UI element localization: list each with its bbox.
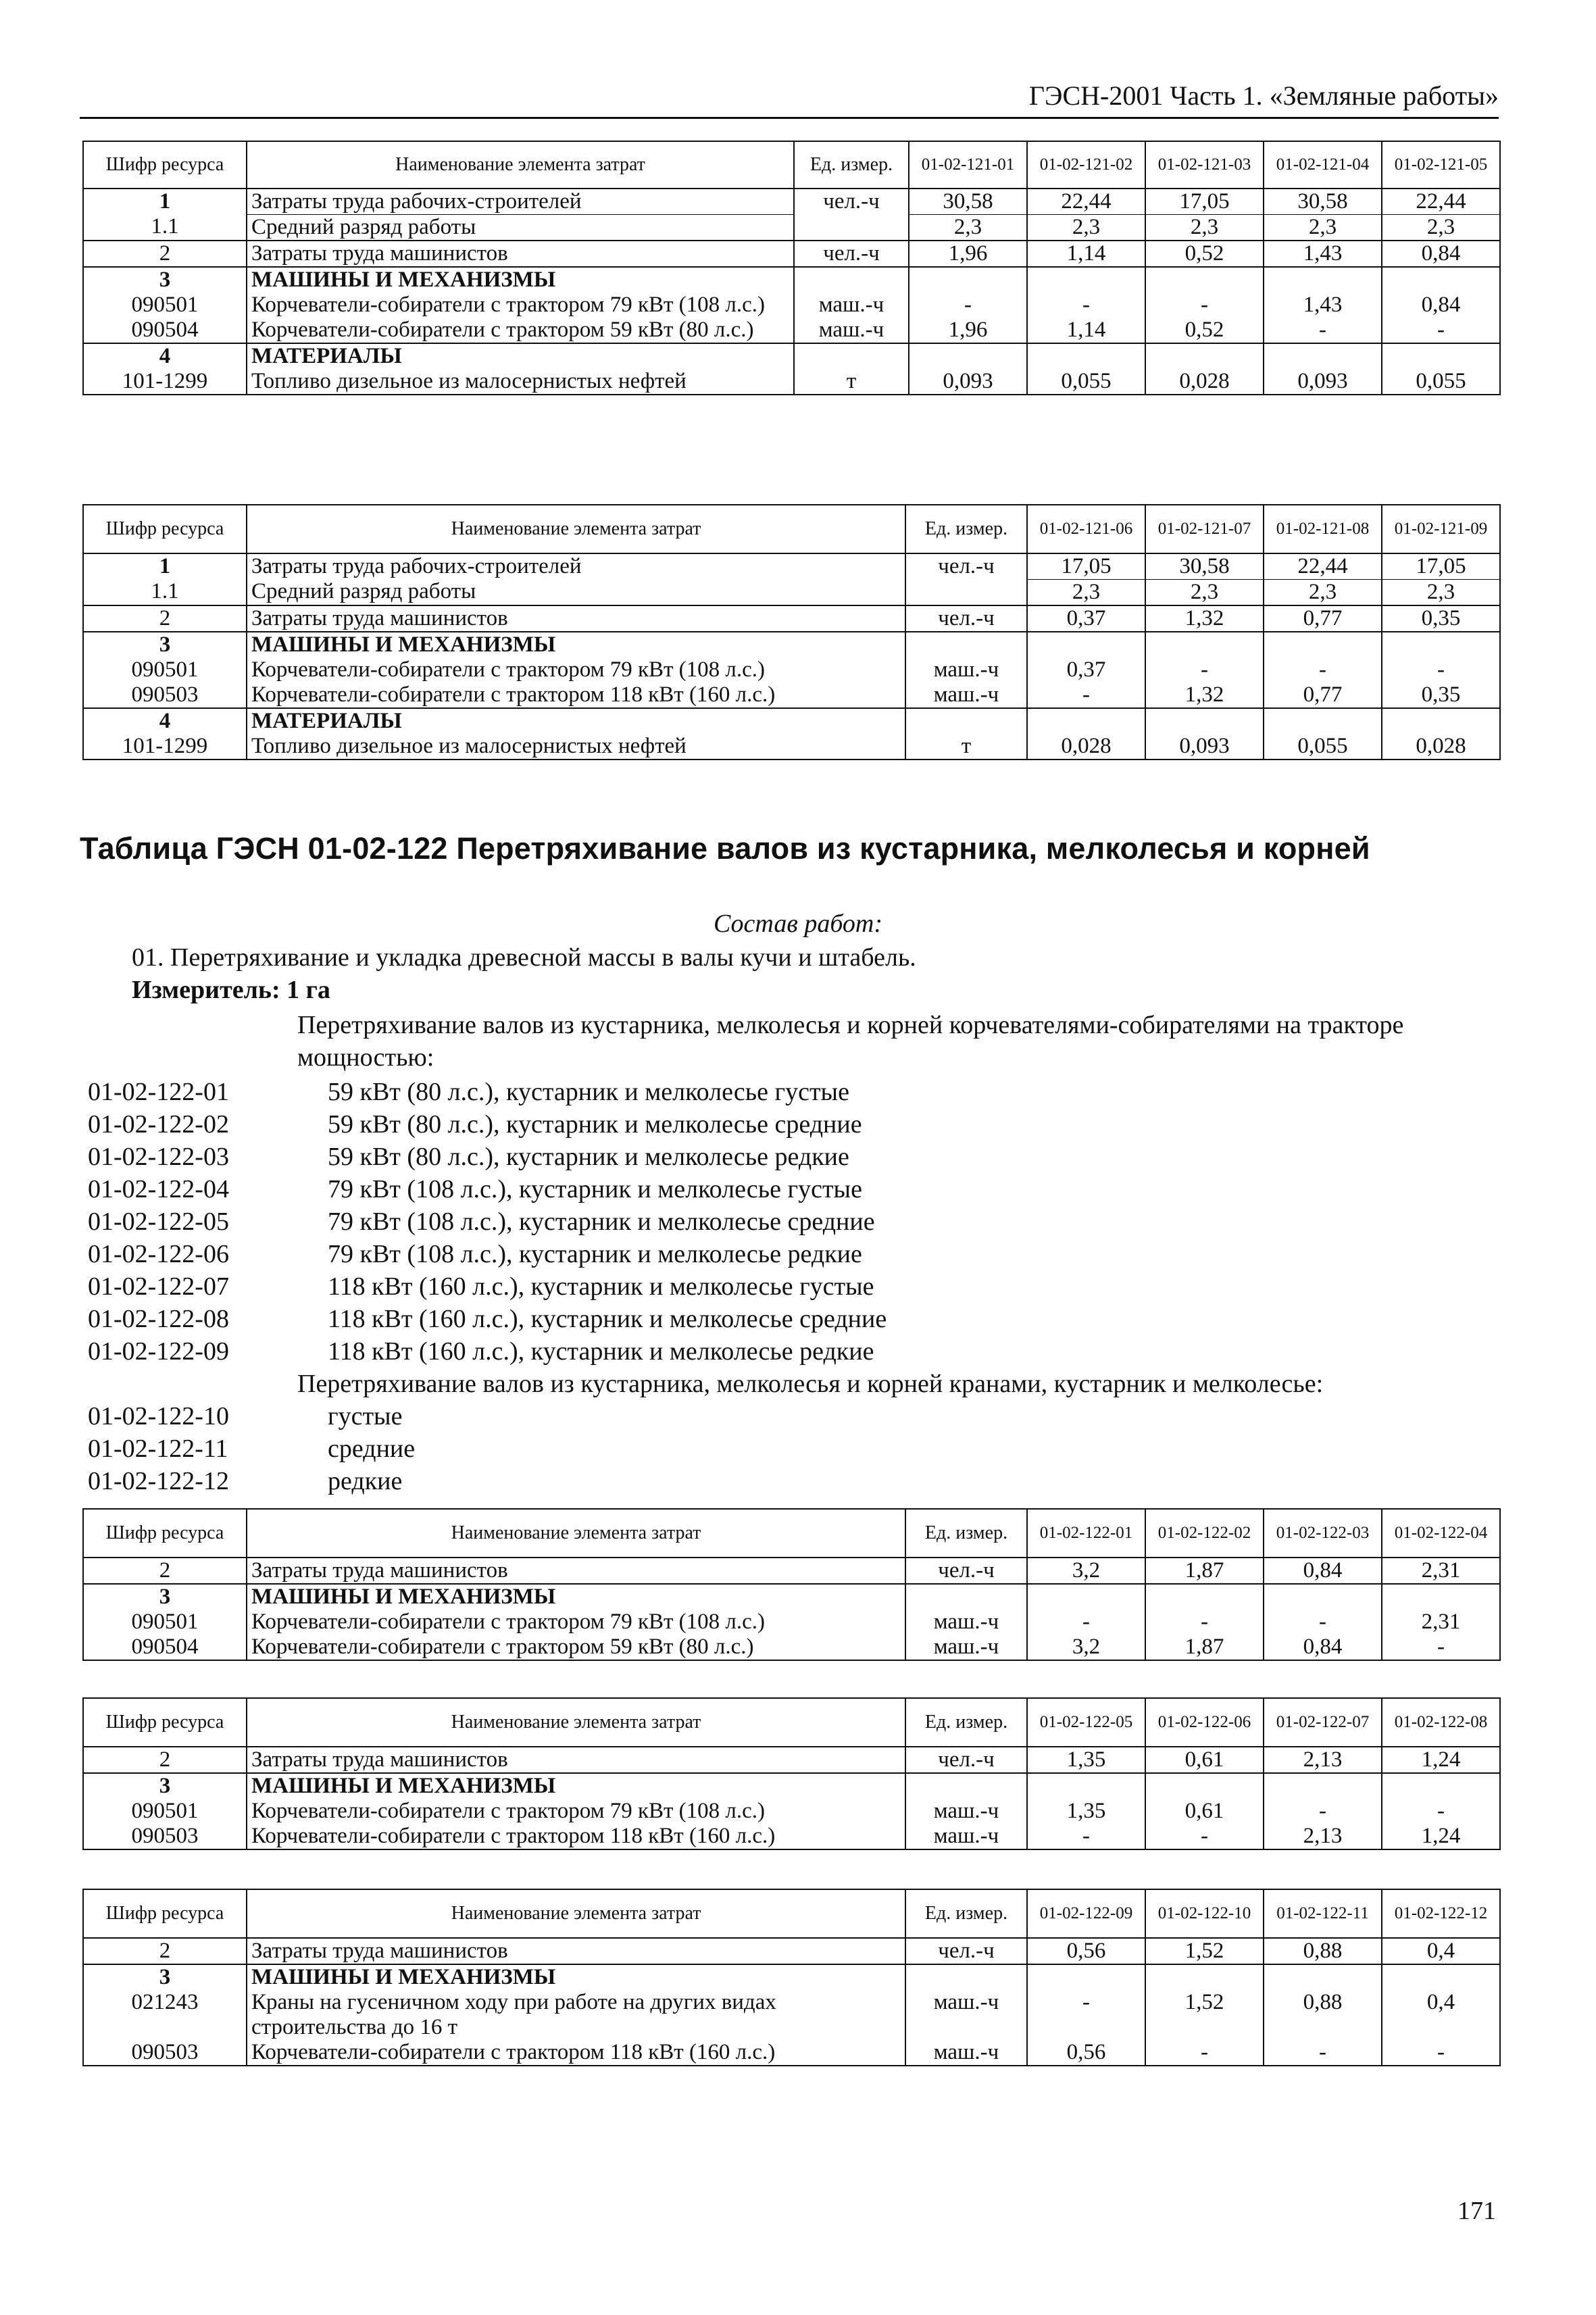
list-item	[88, 1173, 887, 1205]
resource-code: 4	[83, 708, 247, 734]
norm-value: 0,77	[1264, 605, 1382, 632]
norm-value: 0,88	[1264, 1990, 1382, 2040]
table-row	[83, 553, 1500, 579]
resource-code: 4	[83, 343, 247, 369]
resource-name: Краны на гусеничном ходу при работе на других видах строительства до 16 т	[247, 1990, 905, 2040]
norm-value: -	[1264, 318, 1382, 343]
resource-unit: маш.-ч	[794, 293, 909, 318]
col-norm-header: 01-02-121-08	[1264, 505, 1382, 553]
table-row	[83, 318, 1500, 343]
resource-code: 2	[83, 1558, 247, 1584]
norm-value: 1,96	[909, 318, 1027, 343]
norm-value: 0,055	[1382, 369, 1500, 395]
table-row	[83, 1990, 1500, 2040]
col-name-header: Наименование элемента затрат	[247, 1509, 905, 1558]
resource-unit: чел.-ч	[794, 241, 909, 267]
norm-value: 0,88	[1264, 1938, 1382, 1964]
list-item	[88, 1270, 887, 1303]
norm-code: 01-02-122-02	[88, 1110, 229, 1139]
resource-name: Затраты труда машинистов	[247, 241, 794, 267]
col-norm-header: 01-02-121-06	[1027, 505, 1145, 553]
norm-value: 1,32	[1145, 605, 1264, 632]
col-name-header: Наименование элемента затрат	[247, 141, 794, 189]
resource-name: Корчеватели-собиратели с трактором 118 кВт (160 л.с.)	[247, 1824, 905, 1849]
norm-list	[88, 1400, 415, 1497]
norm-value: -	[1027, 1610, 1145, 1635]
norm-description: редкие	[328, 1467, 403, 1495]
table-row	[83, 369, 1500, 395]
norm-value: -	[1382, 1799, 1500, 1824]
list-item	[88, 1433, 415, 1465]
norm-value: 0,028	[1145, 369, 1264, 395]
table-row	[83, 708, 1500, 734]
resource-name: Затраты труда машинистов	[247, 1558, 905, 1584]
table-row	[83, 1938, 1500, 1964]
resource-code: 090501	[83, 293, 247, 318]
norm-value: 2,31	[1382, 1558, 1500, 1584]
norm-value: 0,84	[1382, 293, 1500, 318]
col-cipher-header: Шифр ресурса	[83, 1509, 247, 1558]
resource-unit	[794, 214, 909, 240]
table-row	[83, 657, 1500, 682]
norm-code: 01-02-122-04	[88, 1175, 229, 1203]
norm-value: 1,96	[909, 241, 1027, 267]
page-number: 171	[1457, 2197, 1496, 2225]
resource-code: 1.1	[83, 579, 247, 605]
section-title: Таблица ГЭСН 01-02-122 Перетряхивание валов из кустарника, мелколесья и корней	[80, 831, 1370, 866]
table-row	[83, 1773, 1500, 1799]
resource-code: 1	[83, 553, 247, 579]
norm-value: 0,028	[1027, 734, 1145, 760]
norm-value: 2,3	[1145, 214, 1264, 240]
resource-name: Корчеватели-собиратели с трактором 59 кВт (80 л.с.)	[247, 1635, 905, 1660]
norm-value: 3,2	[1027, 1558, 1145, 1584]
col-norm-header: 01-02-122-12	[1382, 1889, 1500, 1938]
norm-value: 30,58	[1264, 189, 1382, 214]
norm-value: 0,093	[1145, 734, 1264, 760]
resource-table-121-01-05	[82, 141, 1501, 395]
norm-value: 22,44	[1027, 189, 1145, 214]
resource-unit: чел.-ч	[905, 605, 1027, 632]
norm-value: 2,3	[1264, 579, 1382, 605]
table-row	[83, 1584, 1500, 1610]
norm-value: 0,35	[1382, 682, 1500, 708]
section-heading: МАШИНЫ И МЕХАНИЗМЫ	[247, 267, 794, 293]
resource-name: Корчеватели-собиратели с трактором 118 кВт (160 л.с.)	[247, 682, 905, 708]
col-unit-header: Ед. измер.	[905, 1698, 1027, 1747]
norm-value: 2,3	[909, 214, 1027, 240]
resource-code: 090501	[83, 1610, 247, 1635]
norm-description: густые	[328, 1402, 403, 1430]
norm-value: 1,14	[1027, 318, 1145, 343]
section-heading: МАШИНЫ И МЕХАНИЗМЫ	[247, 1584, 905, 1610]
resource-name: Средний разряд работы	[247, 579, 905, 605]
norm-value: 0,093	[909, 369, 1027, 395]
resource-unit: маш.-ч	[905, 682, 1027, 708]
col-norm-header: 01-02-122-08	[1382, 1698, 1500, 1747]
resource-unit: чел.-ч	[905, 1938, 1027, 1964]
norm-value: -	[1145, 657, 1264, 682]
resource-unit: чел.-ч	[794, 189, 909, 214]
col-unit-header: Ед. измер.	[905, 1889, 1027, 1938]
norm-value: 0,84	[1264, 1558, 1382, 1584]
resource-name: Топливо дизельное из малосернистых нефтей	[247, 369, 794, 395]
table-row	[83, 241, 1500, 267]
table-row	[83, 734, 1500, 760]
norm-group-intro: Перетряхивание валов из кустарника, мелколесья и корней кранами, кустарник и мелколесье:	[297, 1370, 1324, 1398]
norm-code: 01-02-122-07	[88, 1272, 229, 1301]
col-norm-header: 01-02-121-03	[1145, 141, 1264, 189]
norm-value: 0,35	[1382, 605, 1500, 632]
resource-name: Затраты труда машинистов	[247, 1747, 905, 1773]
col-norm-header: 01-02-122-04	[1382, 1509, 1500, 1558]
resource-name: Затраты труда рабочих-строителей	[247, 189, 794, 214]
norm-value: 2,3	[1145, 579, 1264, 605]
col-name-header: Наименование элемента затрат	[247, 1698, 905, 1747]
resource-code: 2	[83, 241, 247, 267]
resource-code: 3	[83, 267, 247, 293]
norm-value: -	[1145, 2040, 1264, 2066]
resource-code: 090501	[83, 657, 247, 682]
resource-name: Корчеватели-собиратели с трактором 79 кВт (108 л.с.)	[247, 657, 905, 682]
resource-code: 101-1299	[83, 369, 247, 395]
col-cipher-header: Шифр ресурса	[83, 141, 247, 189]
resource-unit: маш.-ч	[905, 1610, 1027, 1635]
resource-code: 2	[83, 1938, 247, 1964]
section-heading: МАТЕРИАЛЫ	[247, 708, 905, 734]
table-row	[83, 267, 1500, 293]
col-norm-header: 01-02-122-09	[1027, 1889, 1145, 1938]
resource-name: Затраты труда рабочих-строителей	[247, 553, 905, 579]
norm-code: 01-02-122-09	[88, 1337, 229, 1366]
norm-value: -	[1145, 293, 1264, 318]
resource-name: Корчеватели-собиратели с трактором 118 кВт (160 л.с.)	[247, 2040, 905, 2066]
norm-value: 1,52	[1145, 1990, 1264, 2040]
resource-code: 3	[83, 632, 247, 657]
norm-value: 2,13	[1264, 1824, 1382, 1849]
resource-table-121-06-09	[82, 504, 1501, 760]
norm-code: 01-02-122-05	[88, 1208, 229, 1236]
resource-code: 1.1	[83, 214, 247, 240]
resource-table-122-05-08	[82, 1697, 1501, 1850]
norm-value: -	[1027, 1824, 1145, 1849]
col-cipher-header: Шифр ресурса	[83, 1698, 247, 1747]
section-heading: МАШИНЫ И МЕХАНИЗМЫ	[247, 1773, 905, 1799]
norm-value: 1,14	[1027, 241, 1145, 267]
resource-code: 3	[83, 1964, 247, 1990]
norm-value: -	[1027, 1990, 1145, 2040]
norm-code: 01-02-122-03	[88, 1143, 229, 1171]
table-row	[83, 632, 1500, 657]
norm-value: 1,24	[1382, 1824, 1500, 1849]
norm-value: 3,2	[1027, 1635, 1145, 1660]
list-item	[88, 1335, 887, 1368]
col-norm-header: 01-02-121-04	[1264, 141, 1382, 189]
resource-table-122-09-12	[82, 1889, 1501, 2066]
resource-code: 3	[83, 1584, 247, 1610]
resource-unit: чел.-ч	[905, 1747, 1027, 1773]
norm-value: -	[1145, 1824, 1264, 1849]
norm-value: 0,56	[1027, 1938, 1145, 1964]
resource-unit: маш.-ч	[905, 1824, 1027, 1849]
norm-description: 59 кВт (80 л.с.), кустарник и мелколесье средние	[328, 1110, 862, 1139]
table-row	[83, 2040, 1500, 2066]
norm-value: 0,055	[1264, 734, 1382, 760]
resource-code: 2	[83, 605, 247, 632]
resource-name: Топливо дизельное из малосернистых нефтей	[247, 734, 905, 760]
norm-value: 1,32	[1145, 682, 1264, 708]
resource-code: 090504	[83, 1635, 247, 1660]
norm-value: 2,3	[1027, 579, 1145, 605]
norm-code: 01-02-122-12	[88, 1467, 229, 1495]
norm-value: 22,44	[1382, 189, 1500, 214]
col-norm-header: 01-02-122-01	[1027, 1509, 1145, 1558]
norm-group-intro: Перетряхивание валов из кустарника, мелколесья и корней корчевателями-собирателями на тракторе мощностью:	[297, 1011, 1404, 1072]
norm-code: 01-02-122-01	[88, 1078, 229, 1106]
norm-value: 0,52	[1145, 318, 1264, 343]
norm-value: 0,84	[1382, 241, 1500, 267]
norm-value: 1,24	[1382, 1747, 1500, 1773]
norm-value: 30,58	[1145, 553, 1264, 579]
norm-description: средние	[328, 1435, 416, 1463]
norm-value: -	[1264, 1799, 1382, 1824]
resource-code: 021243	[83, 1990, 247, 2040]
norm-description: 118 кВт (160 л.с.), кустарник и мелколесье средние	[328, 1305, 887, 1333]
norm-description: 118 кВт (160 л.с.), кустарник и мелколесье редкие	[328, 1337, 874, 1366]
resource-unit: маш.-ч	[905, 1799, 1027, 1824]
table-row	[83, 343, 1500, 369]
col-cipher-header: Шифр ресурса	[83, 505, 247, 553]
table-row	[83, 1558, 1500, 1584]
norm-value: 2,31	[1382, 1610, 1500, 1635]
col-norm-header: 01-02-121-05	[1382, 141, 1500, 189]
norm-description: 59 кВт (80 л.с.), кустарник и мелколесье густые	[328, 1078, 849, 1106]
norm-value: 2,3	[1382, 579, 1500, 605]
resource-unit: маш.-ч	[905, 657, 1027, 682]
norm-value: -	[1264, 1610, 1382, 1635]
norm-value: 1,43	[1264, 293, 1382, 318]
col-norm-header: 01-02-121-02	[1027, 141, 1145, 189]
resource-code: 090503	[83, 1824, 247, 1849]
norm-code: 01-02-122-11	[88, 1435, 228, 1463]
resource-name: Затраты труда машинистов	[247, 605, 905, 632]
table-row	[83, 1799, 1500, 1824]
table-row	[83, 1635, 1500, 1660]
norm-code: 01-02-122-06	[88, 1240, 229, 1268]
norm-value: 2,3	[1264, 214, 1382, 240]
resource-name: Корчеватели-собиратели с трактором 79 кВт (108 л.с.)	[247, 293, 794, 318]
norm-value: -	[1382, 657, 1500, 682]
norm-value: 0,37	[1027, 605, 1145, 632]
section-heading: МАШИНЫ И МЕХАНИЗМЫ	[247, 1964, 905, 1990]
norm-code: 01-02-122-08	[88, 1305, 229, 1333]
col-norm-header: 01-02-121-09	[1382, 505, 1500, 553]
resource-name: Затраты труда машинистов	[247, 1938, 905, 1964]
section-heading: МАШИНЫ И МЕХАНИЗМЫ	[247, 632, 905, 657]
resource-unit: маш.-ч	[905, 1990, 1027, 2040]
col-norm-header: 01-02-122-05	[1027, 1698, 1145, 1747]
norm-value: 22,44	[1264, 553, 1382, 579]
measure-unit: Измеритель: 1 га	[132, 976, 330, 1004]
norm-value: -	[1382, 1635, 1500, 1660]
resource-name: Корчеватели-собиратели с трактором 79 кВт (108 л.с.)	[247, 1799, 905, 1824]
norm-description: 79 кВт (108 л.с.), кустарник и мелколесье средние	[328, 1208, 875, 1236]
col-norm-header: 01-02-122-06	[1145, 1698, 1264, 1747]
table-row	[83, 1610, 1500, 1635]
list-item	[88, 1108, 887, 1141]
col-norm-header: 01-02-122-10	[1145, 1889, 1264, 1938]
composition-heading: Состав работ:	[713, 910, 883, 938]
norm-value: 2,13	[1264, 1747, 1382, 1773]
table-row	[83, 1964, 1500, 1990]
col-norm-header: 01-02-121-01	[909, 141, 1027, 189]
norm-value: 2,3	[1382, 214, 1500, 240]
norm-value: 0,055	[1027, 369, 1145, 395]
col-norm-header: 01-02-121-07	[1145, 505, 1264, 553]
norm-description: 59 кВт (80 л.с.), кустарник и мелколесье редкие	[328, 1143, 849, 1171]
norm-value: 1,87	[1145, 1635, 1264, 1660]
norm-value: 0,52	[1145, 241, 1264, 267]
running-header: ГЭСН-2001 Часть 1. «Земляные работы»	[80, 80, 1499, 119]
table-row	[83, 1747, 1500, 1773]
norm-value: -	[909, 293, 1027, 318]
col-name-header: Наименование элемента затрат	[247, 1889, 905, 1938]
norm-description: 118 кВт (160 л.с.), кустарник и мелколесье густые	[328, 1272, 874, 1301]
section-heading: МАТЕРИАЛЫ	[247, 343, 794, 369]
norm-value: 1,87	[1145, 1558, 1264, 1584]
table-row	[83, 605, 1500, 632]
norm-value: 17,05	[1382, 553, 1500, 579]
norm-value: 0,61	[1145, 1747, 1264, 1773]
resource-unit: маш.-ч	[794, 318, 909, 343]
norm-value: 0,4	[1382, 1938, 1500, 1964]
norm-value: 17,05	[1145, 189, 1264, 214]
table-row	[83, 214, 1500, 240]
resource-unit: чел.-ч	[905, 1558, 1027, 1584]
norm-description: 79 кВт (108 л.с.), кустарник и мелколесье редкие	[328, 1240, 862, 1268]
norm-description: 79 кВт (108 л.с.), кустарник и мелколесье густые	[328, 1175, 862, 1203]
norm-value: 0,61	[1145, 1799, 1264, 1824]
resource-unit: т	[794, 369, 909, 395]
col-norm-header: 01-02-122-03	[1264, 1509, 1382, 1558]
norm-value: -	[1382, 2040, 1500, 2066]
norm-value: 0,028	[1382, 734, 1500, 760]
norm-value: -	[1264, 2040, 1382, 2066]
col-unit-header: Ед. измер.	[905, 1509, 1027, 1558]
norm-value: 0,093	[1264, 369, 1382, 395]
list-item	[88, 1238, 887, 1270]
col-unit-header: Ед. измер.	[905, 505, 1027, 553]
norm-value: 1,43	[1264, 241, 1382, 267]
norm-value: 30,58	[909, 189, 1027, 214]
table-row	[83, 293, 1500, 318]
norm-value: 1,35	[1027, 1747, 1145, 1773]
list-item	[88, 1400, 415, 1433]
norm-value: 0,37	[1027, 657, 1145, 682]
table-row	[83, 189, 1500, 214]
col-name-header: Наименование элемента затрат	[247, 505, 905, 553]
resource-unit	[905, 579, 1027, 605]
resource-code: 090504	[83, 318, 247, 343]
resource-code: 090501	[83, 1799, 247, 1824]
resource-name: Корчеватели-собиратели с трактором 79 кВт (108 л.с.)	[247, 1610, 905, 1635]
norm-value: -	[1027, 682, 1145, 708]
col-unit-header: Ед. измер.	[794, 141, 909, 189]
norm-list	[88, 1076, 887, 1368]
table-row	[83, 579, 1500, 605]
resource-code: 090503	[83, 2040, 247, 2066]
resource-code: 101-1299	[83, 734, 247, 760]
col-norm-header: 01-02-122-07	[1264, 1698, 1382, 1747]
norm-value: 1,35	[1027, 1799, 1145, 1824]
resource-unit: т	[905, 734, 1027, 760]
resource-code: 090503	[83, 682, 247, 708]
norm-code: 01-02-122-10	[88, 1402, 229, 1430]
list-item	[88, 1076, 887, 1108]
resource-unit: маш.-ч	[905, 1635, 1027, 1660]
norm-value: -	[1027, 293, 1145, 318]
col-cipher-header: Шифр ресурса	[83, 1889, 247, 1938]
resource-unit: маш.-ч	[905, 2040, 1027, 2066]
norm-value: 0,84	[1264, 1635, 1382, 1660]
norm-value: 0,77	[1264, 682, 1382, 708]
norm-value: -	[1264, 657, 1382, 682]
list-item	[88, 1465, 415, 1497]
table-row	[83, 1824, 1500, 1849]
resource-code: 3	[83, 1773, 247, 1799]
col-norm-header: 01-02-122-02	[1145, 1509, 1264, 1558]
col-norm-header: 01-02-122-11	[1264, 1889, 1382, 1938]
norm-value: 1,52	[1145, 1938, 1264, 1964]
resource-name: Средний разряд работы	[247, 214, 794, 240]
resource-code: 1	[83, 189, 247, 214]
norm-value: 17,05	[1027, 553, 1145, 579]
norm-value: -	[1382, 318, 1500, 343]
norm-value: 0,56	[1027, 2040, 1145, 2066]
resource-name: Корчеватели-собиратели с трактором 59 кВт (80 л.с.)	[247, 318, 794, 343]
table-row	[83, 682, 1500, 708]
list-item	[88, 1303, 887, 1335]
composition-item: 01. Перетряхивание и укладка древесной массы в валы кучи и штабель.	[132, 943, 916, 972]
norm-value: 2,3	[1027, 214, 1145, 240]
norm-value: 0,4	[1382, 1990, 1500, 2040]
resource-unit: чел.-ч	[905, 553, 1027, 579]
list-item	[88, 1205, 887, 1238]
resource-table-122-01-04	[82, 1508, 1501, 1661]
resource-code: 2	[83, 1747, 247, 1773]
list-item	[88, 1141, 887, 1173]
norm-value: -	[1145, 1610, 1264, 1635]
